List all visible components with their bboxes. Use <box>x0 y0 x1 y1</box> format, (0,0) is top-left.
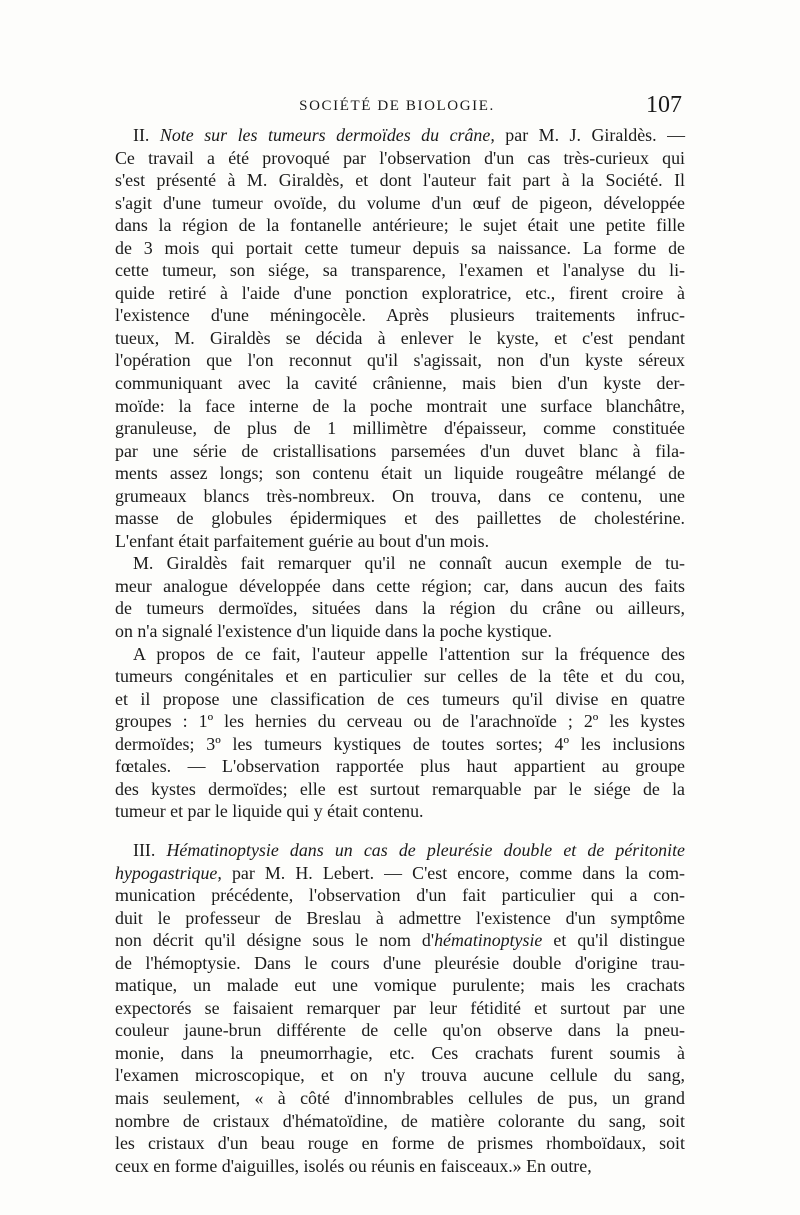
text-run: des kystes dermoïdes; elle est surtout remarquable par le siége de la <box>115 778 685 799</box>
text-run: les cristaux d'un beau rouge en forme de prismes rhomboïdaux, soit <box>115 1133 685 1154</box>
text-run: tumeurs congénitales et en particulier sur celles de la tête et du cou, <box>115 666 685 687</box>
text-line <box>115 237 685 260</box>
text-line <box>115 1042 685 1065</box>
text-line <box>115 349 685 372</box>
text-run: A propos de ce fait, l'auteur appelle l'attention sur la fréquence des <box>133 643 685 664</box>
text-line <box>115 304 685 327</box>
text-run: on n'a signalé l'existence d'un liquide dans la poche kystique. <box>115 621 552 642</box>
text-line <box>115 643 685 666</box>
text-run: ments assez longs; son contenu était un liquide rougeâtre mélangé de <box>115 463 685 484</box>
text-run: hématinoptysie <box>434 930 543 951</box>
text-run: II. <box>133 125 160 145</box>
text-run: l'examen microscopique, et on n'y trouva aucune cellule du sang, <box>115 1065 685 1086</box>
text-line <box>115 147 685 170</box>
text-run: M. Giraldès fait remarquer qu'il ne connaît aucun exemple de tu- <box>133 553 685 574</box>
text-run: Hématinoptysie dans un cas de pleurésie double et de péritonite <box>166 839 685 860</box>
page-number: 107 <box>646 92 682 118</box>
text-line <box>115 620 685 643</box>
text-line <box>115 462 685 485</box>
text-run: groupes : 1º les hernies du cerveau ou de l'arachnoïde ; 2º les kystes <box>115 711 685 732</box>
running-head <box>112 92 682 122</box>
paragraph-giraldes-remarque <box>115 552 685 642</box>
text-run: III. <box>133 839 167 860</box>
text-run: de l'hémoptysie. Dans le cours d'une pleurésie double d'origine trau- <box>115 952 685 973</box>
text-run: moïde: la face interne de la poche montrait une surface blanchâtre, <box>115 395 685 416</box>
text-line <box>115 395 685 418</box>
text-run: duit le professeur de Breslau à admettre l'existence d'un symptôme <box>115 907 685 928</box>
text-run: et il propose une classification de ces tumeurs qu'il divise en quatre <box>115 688 685 709</box>
text-line <box>115 710 685 733</box>
body-text <box>115 124 685 1177</box>
text-line <box>115 192 685 215</box>
text-run: quide retiré à l'aide d'une ponction exploratrice, etc., firent croire à <box>115 282 685 303</box>
text-line <box>115 1110 685 1133</box>
text-run: tueux, M. Giraldès se décida à enlever le kyste, et c'est pendant <box>115 327 685 348</box>
text-run: de 3 mois qui portait cette tumeur depuis sa naissance. La forme de <box>115 237 685 258</box>
text-line <box>115 688 685 711</box>
text-run: dermoïdes; 3º les tumeurs kystiques de toutes sortes; 4º les inclusions <box>115 733 685 754</box>
text-line <box>115 929 685 952</box>
text-line <box>115 1132 685 1155</box>
running-title: SOCIÉTÉ DE BIOLOGIE. <box>299 98 495 114</box>
paragraph-note-tumeurs-dermoides <box>115 124 685 552</box>
text-line <box>115 974 685 997</box>
text-line <box>115 372 685 395</box>
text-line <box>115 1155 685 1178</box>
text-run: Ce travail a été provoqué par l'observation d'un cas très-curieux qui <box>115 147 685 168</box>
text-line <box>115 485 685 508</box>
text-line <box>115 282 685 305</box>
text-run: l'opération que l'on reconnut qu'il s'agissait, non d'un kyste séreux <box>115 350 685 371</box>
text-line <box>115 1019 685 1042</box>
text-run: fœtales. — L'observation rapportée plus haut appartient au groupe <box>115 756 685 777</box>
text-run: meur analogue développée dans cette région; car, dans aucun des faits <box>115 575 685 596</box>
text-line <box>115 507 685 530</box>
text-line <box>115 907 685 930</box>
text-line <box>115 530 685 553</box>
text-run: nombre de cristaux d'hématoïdine, de matière colorante du sang, soit <box>115 1110 685 1131</box>
text-run: dans la région de la fontanelle antérieure; le sujet était une petite fille <box>115 215 685 236</box>
text-run: munication précédente, l'observation d'un fait particulier qui a con- <box>115 885 685 906</box>
text-run: grumeaux blancs très-nombreux. On trouva, dans ce contenu, une <box>115 485 685 506</box>
text-run: granuleuse, de plus de 1 millimètre d'épaisseur, comme constituée <box>115 418 685 439</box>
text-line <box>115 952 685 975</box>
text-run: ceux en forme d'aiguilles, isolés ou réunis en faisceaux.» En outre, <box>115 1155 592 1176</box>
text-line <box>115 169 685 192</box>
text-line <box>115 124 685 147</box>
text-run: par une série de cristallisations parsemées d'un duvet blanc à fila- <box>115 440 685 461</box>
text-line <box>115 884 685 907</box>
text-line <box>115 665 685 688</box>
paragraph-hematinoptysie <box>115 839 685 1177</box>
text-line <box>115 839 685 862</box>
text-run: masse de globules épidermiques et des paillettes de cholestérine. <box>115 508 685 529</box>
text-run: tumeur et par le liquide qui y était contenu. <box>115 801 424 822</box>
text-line <box>115 552 685 575</box>
text-line <box>115 1064 685 1087</box>
paragraph-classification <box>115 643 685 823</box>
text-run: de tumeurs dermoïdes, situées dans la région du crâne ou ailleurs, <box>115 598 685 619</box>
text-run: l'existence d'une méningocèle. Après plusieurs traitements infruc- <box>115 305 685 326</box>
text-line <box>115 862 685 885</box>
text-run: non décrit qu'il désigne sous le nom d' <box>115 930 435 951</box>
text-line <box>115 755 685 778</box>
text-run: mais seulement, « à côté d'innombrables cellules de pus, un grand <box>115 1087 685 1108</box>
text-run: s'est présenté à M. Giraldès, et dont l'auteur fait part à la Société. Il <box>115 170 685 191</box>
text-run: monie, dans la pneumorrhagie, etc. Ces crachats furent soumis à <box>115 1042 685 1063</box>
text-run: communiquant avec la cavité crânienne, mais bien d'un kyste der- <box>115 373 685 394</box>
text-run: expectorés se faisaient remarquer par leur fétidité et surtout par une <box>115 997 685 1018</box>
text-run: par M. J. Giraldès. — <box>494 125 685 145</box>
text-run: L'enfant était parfaitement guérie au bout d'un mois. <box>115 530 490 551</box>
text-line <box>115 733 685 756</box>
text-run: matique, un malade eut une vomique purulente; mais les crachats <box>115 975 685 996</box>
text-line <box>115 800 685 823</box>
text-run: par M. H. Lebert. — C'est encore, comme dans la com- <box>221 862 685 883</box>
text-run: et qu'il distingue <box>542 930 685 951</box>
text-line <box>115 214 685 237</box>
text-line <box>115 575 685 598</box>
text-line <box>115 997 685 1020</box>
text-line <box>115 1087 685 1110</box>
text-line <box>115 327 685 350</box>
text-line <box>115 597 685 620</box>
text-line <box>115 440 685 463</box>
text-run: hypogastrique, <box>115 862 222 883</box>
text-line <box>115 778 685 801</box>
text-run: couleur jaune-brun différente de celle qu'on observe dans la pneu- <box>115 1020 685 1041</box>
text-run: cette tumeur, son siége, sa transparence, l'examen et l'analyse du li- <box>115 260 685 281</box>
text-run: s'agit d'une tumeur ovoïde, du volume d'un œuf de pigeon, développée <box>115 192 685 213</box>
text-line <box>115 417 685 440</box>
text-run: Note sur les tumeurs dermoïdes du crâne, <box>159 125 495 145</box>
text-line <box>115 259 685 282</box>
